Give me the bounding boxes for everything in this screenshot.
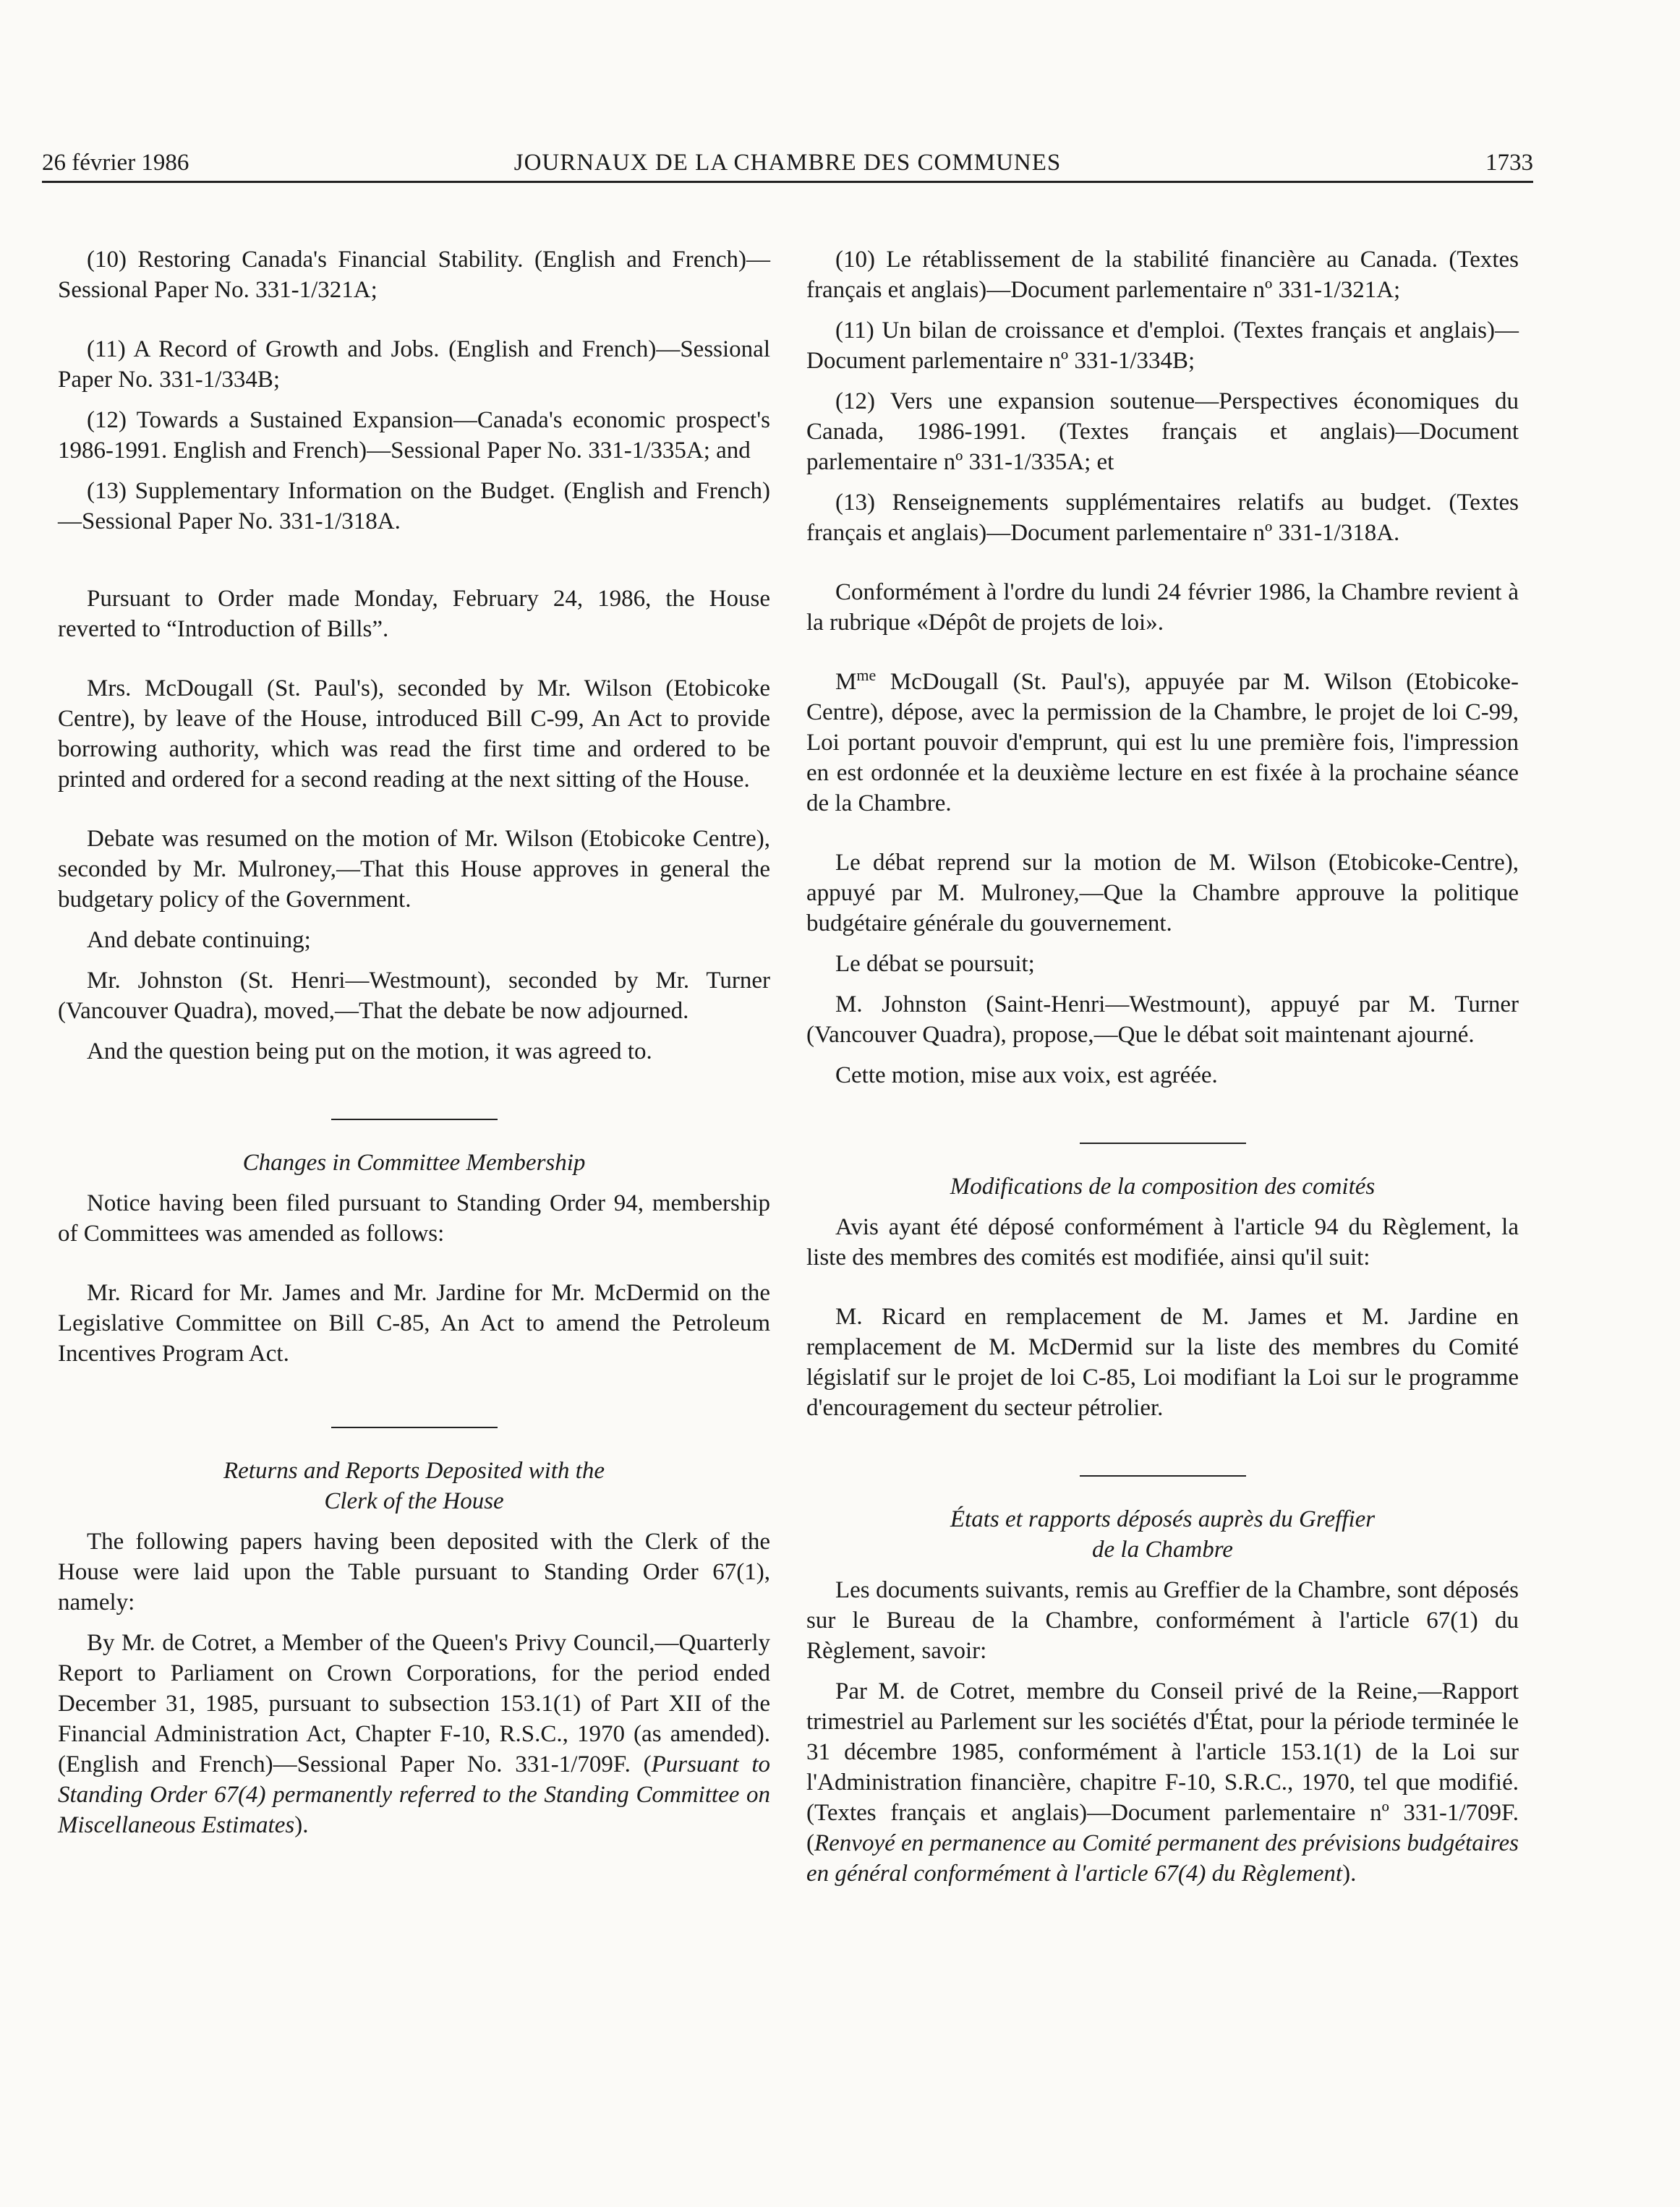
page-header [42,145,1533,183]
paragraph: (12) Towards a Sustained Expansion—Canada's economic prospect's 1986-1991. English and French)—Sessional Paper No. 331-1/335A; and [58,407,770,464]
paragraph: (10) Restoring Canada's Financial Stability. (English and French)—Sessional Paper No. 331-1/321A; [58,247,770,303]
paragraph: Le débat reprend sur la motion de M. Wilson (Etobicoke-Centre), appuyé par M. Mulroney,—Que la Chambre approuve la politique budgétaire générale du gouvernement. [806,850,1519,936]
paragraph: Notice having been filed pursuant to Standing Order 94, membership of Committees was amended as follows: [58,1190,770,1247]
paragraph: And the question being put on the motion, it was agreed to. [87,1038,652,1064]
paragraph: Cette motion, mise aux voix, est agréée. [835,1062,1218,1088]
page-number: 1733 [1485,150,1533,176]
english-column [58,244,770,1840]
paragraph: (11) A Record of Growth and Jobs. (English and French)—Sessional Paper No. 331-1/334B; [58,336,770,393]
paragraph: Par M. de Cotret, membre du Conseil privé de la Reine,—Rapport trimestriel au Parlement sur les sociétés d'État, pour la période terminée le 31 décembre 1985, conformément à l'article 153.1(1) de la Loi sur l'Administration financière, chapitre F-10, S.R.C., 1970, tel que modifié. (Textes français et anglais)—Document parlementaire nº 331-1/709F. (Renvoyé en permanence au Comité permanent des prévisions budgétaires en général conformément à l'article 67(4) du Règlement). [806,1678,1519,1887]
paragraph: (13) Renseignements supplémentaires relatifs au budget. (Textes français et anglais)—Document parlementaire nº 331-1/318A. [806,490,1519,546]
paragraph: Mr. Johnston (St. Henri—Westmount), seconded by Mr. Turner (Vancouver Quadra), moved,—That the debate be now adjourned. [58,968,770,1024]
section-divider [331,1119,498,1120]
paragraph: (12) Vers une expansion soutenue—Perspectives économiques du Canada, 1986-1991. (Textes français et anglais)—Document parlementaire nº 331-1/335A; et [806,388,1519,475]
section-heading: Modifications de la composition des comités [950,1174,1376,1200]
paragraph: Mrs. McDougall (St. Paul's), seconded by Mr. Wilson (Etobicoke Centre), by leave of the House, introduced Bill C-99, An Act to provide borrowing authority, which was read the first time and ordered to be printed and ordered for a second reading at the next sitting of the House. [58,675,770,793]
section-divider [1080,1475,1246,1477]
section-divider [331,1427,498,1428]
section-heading: Changes in Committee Membership [242,1150,586,1176]
paragraph: Pursuant to Order made Monday, February 24, 1986, the House reverted to “Introduction of Bills”. [58,586,770,642]
paragraph: And debate continuing; [87,927,311,953]
french-column [806,244,1519,1889]
header-title: JOURNAUX DE LA CHAMBRE DES COMMUNES [513,150,1062,176]
header-date: 26 février 1986 [42,150,189,176]
paragraph: Conformément à l'ordre du lundi 24 février 1986, la Chambre revient à la rubrique «Dépôt de projets de loi». [806,579,1519,636]
paragraph: By Mr. de Cotret, a Member of the Queen's Privy Council,—Quarterly Report to Parliament on Crown Corporations, for the period ended December 31, 1985, pursuant to subsection 153.1(1) of Part XII of the Financial Administration Act, Chapter F-10, R.S.C., 1970 (as amended). (English and French)—Sessional Paper No. 331-1/709F. (Pursuant to Standing Order 67(4) permanently referred to the Standing Committee on Miscellaneous Estimates). [58,1630,771,1838]
paragraph: M. Johnston (Saint-Henri—Westmount), appuyé par M. Turner (Vancouver Quadra), propose,—Que le débat soit maintenant ajourné. [806,991,1519,1048]
section-heading: États et rapports déposés auprès du Greffier de la Chambre [950,1506,1376,1563]
paragraph: Le débat se poursuit; [835,951,1035,977]
section-heading: Returns and Reports Deposited with the Clerk of the House [223,1458,605,1514]
paragraph: (13) Supplementary Information on the Budget. (English and French)—Sessional Paper No. 331-1/318A. [58,478,770,534]
paragraph: (10) Le rétablissement de la stabilité financière au Canada. (Textes français et anglais)—Document parlementaire nº 331-1/321A; [806,247,1519,303]
paragraph: M. Ricard en remplacement de M. James et M. Jardine en remplacement de M. McDermid sur la liste des membres du Comité législatif sur le projet de loi C-85, Loi modifiant la Loi sur le programme d'encouragement du secteur pétrolier. [806,1304,1519,1421]
section-divider [1080,1143,1246,1144]
paragraph: Mr. Ricard for Mr. James and Mr. Jardine for Mr. McDermid on the Legislative Committee on Bill C-85, An Act to amend the Petroleum Incentives Program Act. [58,1280,770,1367]
paragraph: Debate was resumed on the motion of Mr. Wilson (Etobicoke Centre), seconded by Mr. Mulroney,—That this House approves in general the budgetary policy of the Government. [58,826,770,913]
paragraph: (11) Un bilan de croissance et d'emploi. (Textes français et anglais)—Document parlementaire nº 331-1/334B; [806,317,1519,374]
paragraph: Avis ayant été déposé conformément à l'article 94 du Règlement, la liste des membres des comités est modifiée, ainsi qu'il suit: [806,1214,1519,1271]
paragraph: Les documents suivants, remis au Greffier de la Chambre, sont déposés sur le Bureau de la Chambre, conformément à l'article 67(1) du Règlement, savoir: [806,1577,1519,1664]
paragraph: $M^{me}$ McDougall (St. Paul's), appuyée par M. Wilson (Etobicoke-Centre), dépose, avec la permission de la Chambre, le projet de loi C-99, Loi portant pouvoir d'emprunt, qui est lu une première fois, l'impression en est ordonnée et la deuxième lecture en est fixée à la prochaine séance de la Chambre. [806,666,1519,816]
paragraph: The following papers having been deposited with the Clerk of the House were laid upon the Table pursuant to Standing Order 67(1), namely: [58,1529,770,1615]
